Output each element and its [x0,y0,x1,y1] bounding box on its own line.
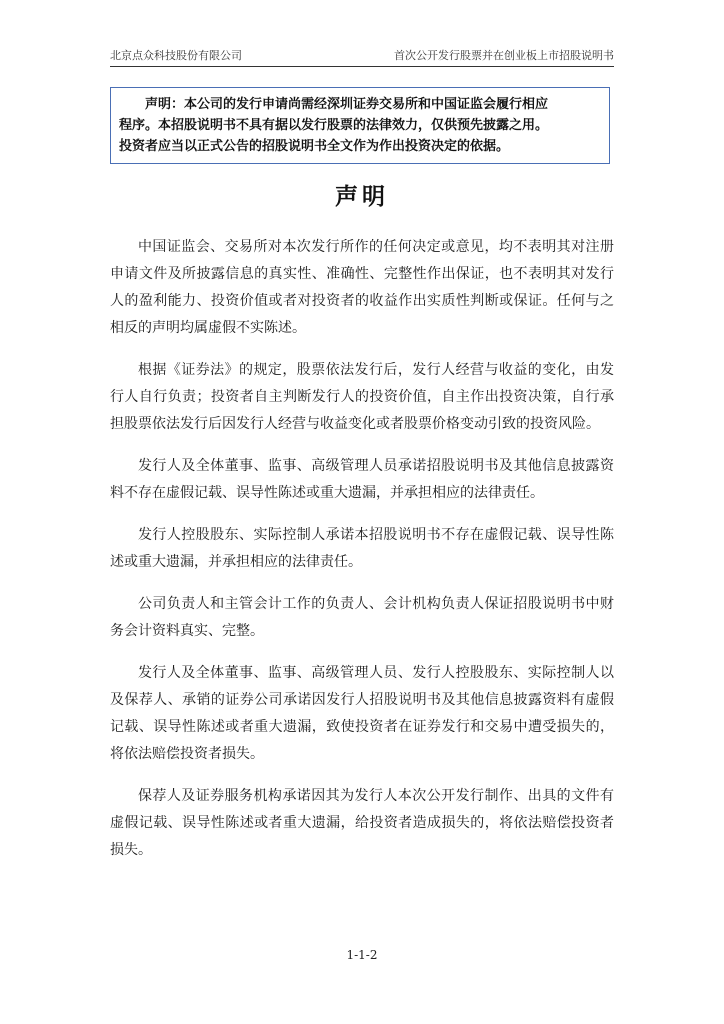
paragraph-line: 虚假记载、误导性陈述或者重大遗漏，给投资者造成损失的，将依法赔偿投资者 [110,815,614,831]
header-company-name: 北京点众科技股份有限公司 [110,49,242,62]
paragraph-line: 担股票依法发行后因发行人经营与收益变化或者股票价格变动引致的投资风险。 [110,416,600,432]
paragraph-line: 人的盈利能力、投资价值或者对投资者的收益作出实质性判断或保证。任何与之 [110,293,614,309]
paragraph-line: 公司负责人和主管会计工作的负责人、会计机构负责人保证招股说明书中财 [138,596,614,612]
paragraph [110,660,614,768]
paragraph-line: 相反的声明均属虚假不实陈述。 [110,320,306,336]
paragraph-line: 中国证监会、交易所对本次发行所作的任何决定或意见，均不表明其对注册 [138,239,614,255]
paragraph [110,783,614,864]
paragraph-line: 发行人控股股东、实际控制人承诺本招股说明书不存在虚假记载、误导性陈 [138,527,614,543]
paragraph-line: 及保荐人、承销的证券公司承诺因发行人招股说明书及其他信息披露资料有虚假 [110,692,614,708]
notice-line: 投资者应当以正式公告的招股说明书全文作为作出投资决定的依据。 [119,139,510,154]
page-title: 声明 [335,184,389,210]
page-number: 1-1-2 [346,948,378,962]
paragraph [110,453,614,507]
header-document-title: 首次公开发行股票并在创业板上市招股说明书 [394,49,614,62]
paragraph-line: 述或重大遗漏，并承担相应的法律责任。 [110,554,362,570]
paragraph-line: 记载、误导性陈述或者重大遗漏，致使投资者在证券发行和交易中遭受损失的， [110,719,614,735]
paragraph [110,591,614,645]
paragraph [110,234,614,342]
notice-line: 程序。本招股说明书不具有据以发行股票的法律效力，仅供预先披露之用。 [119,118,549,133]
paragraph-line: 损失。 [110,842,152,858]
paragraph-line: 申请文件及所披露信息的真实性、准确性、完整性作出保证，也不表明其对发行 [110,266,614,282]
paragraph-line: 务会计资料真实、完整。 [110,623,264,639]
declaration-body [110,234,614,879]
paragraph-line: 发行人及全体董事、监事、高级管理人员、发行人控股股东、实际控制人以 [138,665,614,681]
paragraph-line: 发行人及全体董事、监事、高级管理人员承诺招股说明书及其他信息披露资 [138,458,614,474]
paragraph-line: 行人自行负责；投资者自主判断发行人的投资价值，自主作出投资决策，自行承 [110,389,614,405]
paragraph-line: 将依法赔偿投资者损失。 [110,746,264,762]
page-header [110,44,614,67]
paragraph-line: 保荐人及证券服务机构承诺因其为发行人本次公开发行制作、出具的文件有 [138,788,614,804]
preliminary-disclosure-notice [110,87,610,164]
notice-line: 声明：本公司的发行申请尚需经深圳证券交易所和中国证监会履行相应 [145,97,549,112]
paragraph-line: 料不存在虚假记载、误导性陈述或重大遗漏，并承担相应的法律责任。 [110,485,544,501]
paragraph [110,357,614,438]
paragraph [110,522,614,576]
paragraph-line: 根据《证券法》的规定，股票依法发行后，发行人经营与收益的变化，由发 [138,362,614,378]
